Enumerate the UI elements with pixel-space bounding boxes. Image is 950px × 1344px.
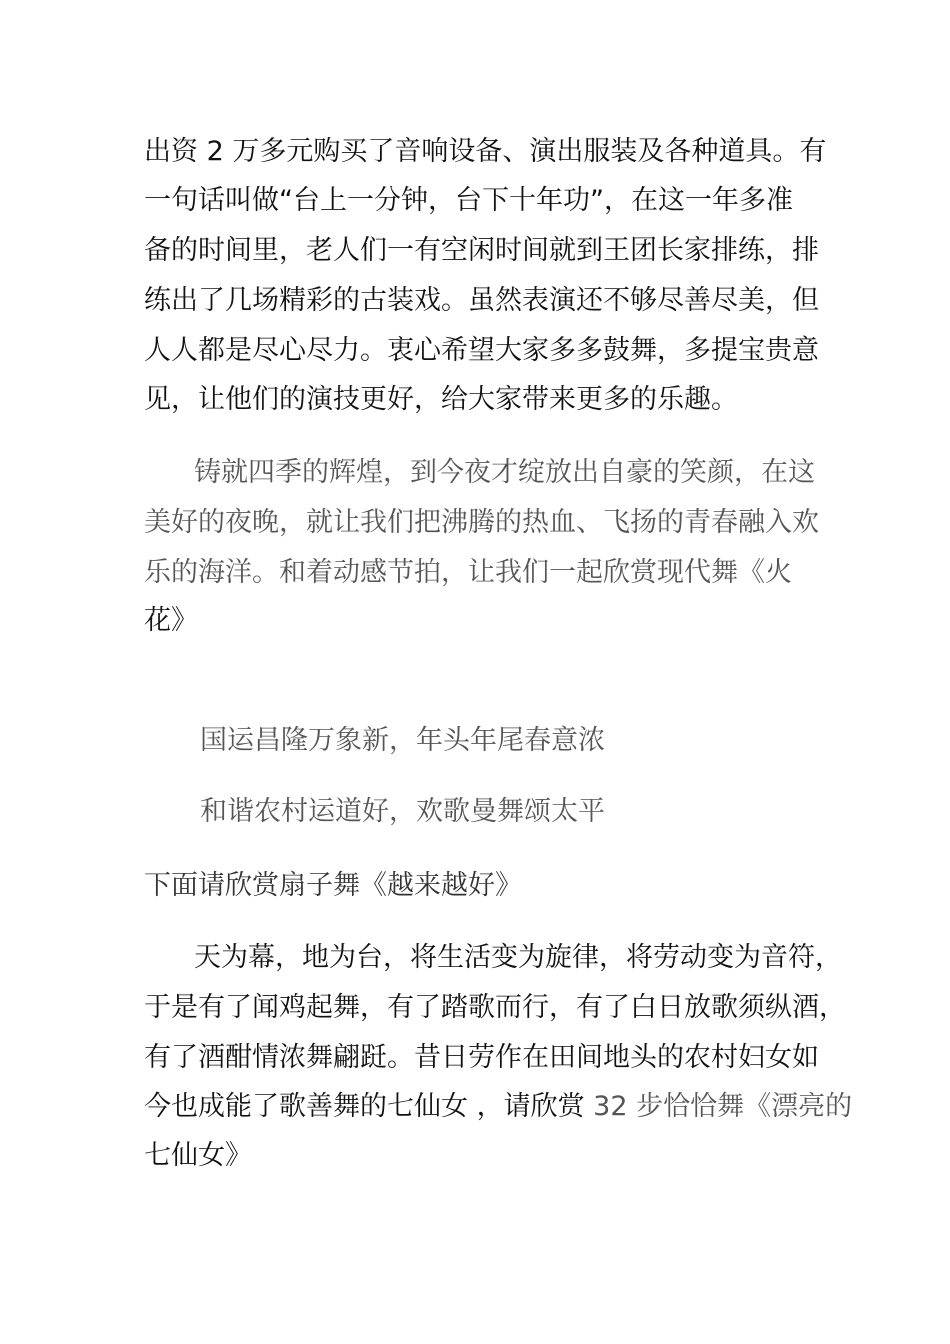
paragraph-2-line-3-text: 乐的海洋。和着动感节拍，让我们一起欣赏现代舞《火 [144, 557, 792, 588]
verse-line-1: 国运昌隆万象新，年头年尾春意浓 [200, 725, 605, 756]
paragraph-1-line-2: 一句话叫做“台上一分钟，台下十年功”，在这一年多准 [144, 185, 793, 216]
paragraph-2-line-1: 铸就四季的辉煌，到今夜才绽放出自豪的笑颜，在这 [194, 457, 815, 488]
paragraph-3-line-4-gray: 32 步恰恰舞《漂亮的 [593, 1091, 853, 1122]
paragraph-1-line-6: 见，让他们的演技更好，给大家带来更多的乐趣。 [144, 384, 738, 415]
paragraph-1-line-5: 人人都是尽心尽力。衷心希望大家多多鼓舞，多提宝贵意 [144, 335, 819, 366]
paragraph-1-line-4: 练出了几场精彩的古装戏。虽然表演还不够尽善尽美，但 [144, 285, 819, 316]
paragraph-3-line-3: 有了酒酣情浓舞翩跹。昔日劳作在田间地头的农村妇女如 [144, 1042, 819, 1073]
paragraph-1-line-1: 出资 2 万多元购买了音响设备、演出服装及各种道具。有 [144, 136, 827, 167]
paragraph-3-line-4 [144, 1091, 852, 1123]
paragraph-2-line-3 [144, 557, 792, 589]
verse-line-2: 和谐农村运道好，欢歌曼舞颂太平 [200, 796, 605, 827]
paragraph-1-line-3: 备的时间里，老人们一有空闲时间就到王团长家排练，排 [144, 235, 819, 266]
paragraph-3-line-1: 天为幕，地为台，将生活变为旋律，将劳动变为音符， [194, 942, 842, 973]
paragraph-3-line-5: 七仙女》 [144, 1140, 252, 1171]
fan-dance-intro: 下面请欣赏扇子舞《越来越好》 [144, 870, 522, 901]
paragraph-3-line-2: 于是有了闻鸡起舞，有了踏歌而行，有了白日放歌须纵酒， [144, 992, 846, 1023]
paragraph-2-line-2: 美好的夜晚，就让我们把沸腾的热血、飞扬的青春融入欢 [144, 507, 819, 538]
paragraph-2-line-4: 花》 [144, 605, 198, 636]
paragraph-3-line-4-dark: 今也成能了歌善舞的七仙女 ，请欣赏 [144, 1091, 594, 1122]
